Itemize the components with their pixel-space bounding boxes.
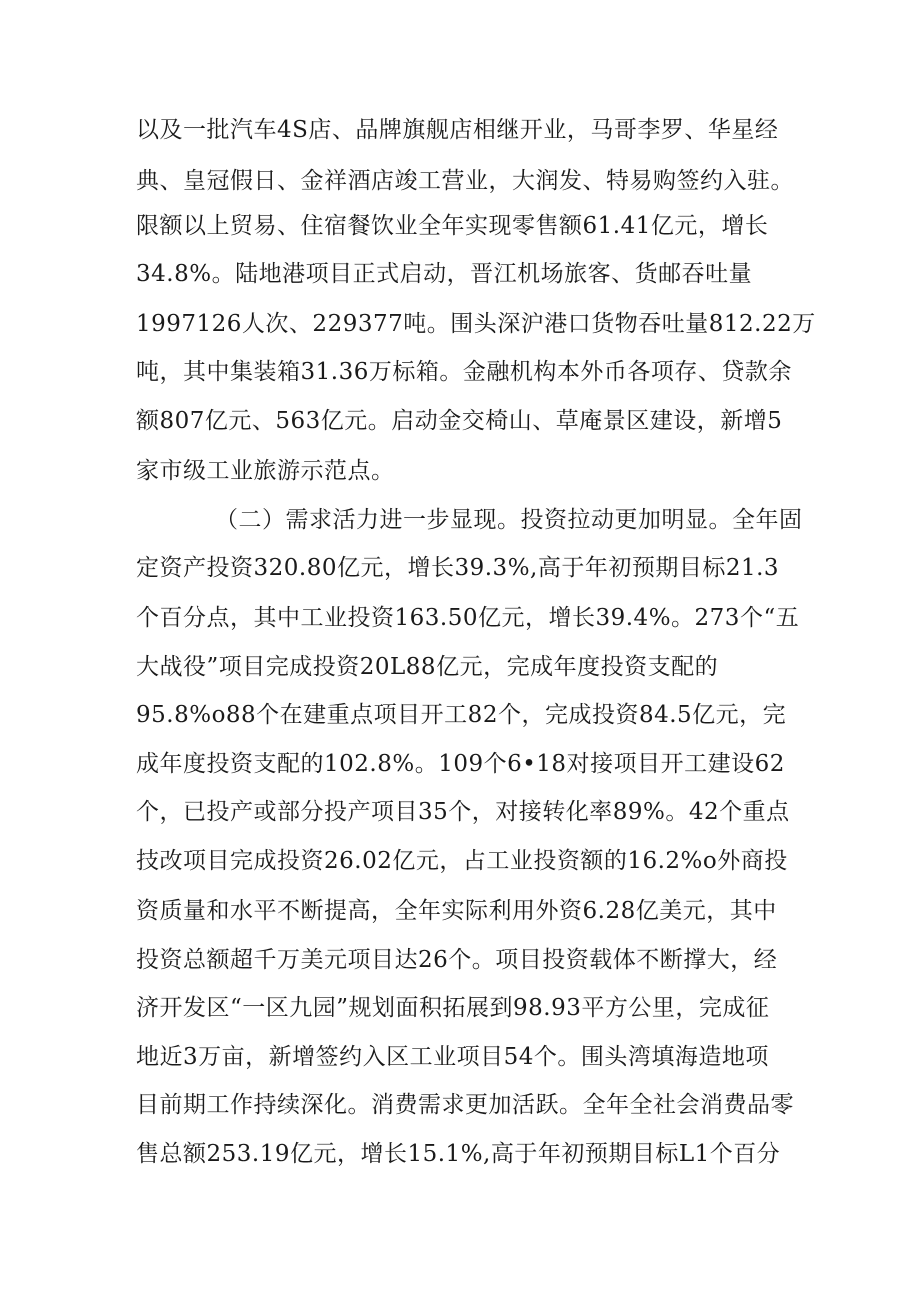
text-line: 以及一批汽车4S店、品牌旗舰店相继开业，马哥李罗、华星经 — [136, 117, 779, 143]
text-line: 投资总额超千万美元项目达26个。项目投资载体不断撑大，经 — [136, 947, 778, 973]
text-line: 济开发区“一区九园”规划面积拓展到98.93平方公里，完成征 — [136, 995, 770, 1021]
section-heading-line: （二）需求活力进一步显现。投资拉动更加明显。全年固 — [215, 507, 803, 533]
text-line: 地近3万亩，新增签约入区工业项目54个。围头湾填海造地项 — [136, 1044, 769, 1070]
text-line: 1997126人次、229377吨。围头深沪港口货物吞吐量812.22万 — [136, 311, 816, 337]
text-line: 个百分点，其中工业投资163.50亿元，增长39.4%。273个“五 — [136, 605, 800, 631]
text-line: 售总额253.19亿元，增长15.1%,高于年初预期目标L1个百分 — [136, 1141, 781, 1167]
text-line: 额807亿元、563亿元。启动金交椅山、草庵景区建设，新增5 — [136, 408, 783, 434]
text-line: 典、皇冠假日、金祥酒店竣工营业，大润发、特易购签约入驻。 — [136, 168, 794, 194]
text-line: 家市级工业旅游示范点。 — [136, 458, 395, 484]
text-line: 成年度投资支配的102.8%。109个6•18对接项目开工建设62 — [136, 751, 785, 777]
text-line: 95.8%o88个在建重点项目开工82个，完成投资84.5亿元，完 — [136, 702, 787, 728]
text-line: 吨，其中集装箱31.36万标箱。金融机构本外币各项存、贷款余 — [136, 359, 792, 385]
text-line: 定资产投资320.80亿元，增长39.3%,高于年初预期目标21.3 — [136, 555, 780, 581]
text-line: 34.8%。陆地港项目正式启动，晋江机场旅客、货邮吞吐量 — [136, 261, 753, 287]
text-line: 目前期工作持续深化。消费需求更加活跃。全年全社会消费品零 — [136, 1092, 794, 1118]
text-line: 大战役”项目完成投资20L88亿元，完成年度投资支配的 — [136, 654, 719, 680]
text-line: 个，已投产或部分投产项目35个，对接转化率89%。42个重点 — [136, 799, 790, 825]
text-line: 限额以上贸易、住宿餐饮业全年实现零售额61.41亿元，增长 — [136, 213, 769, 239]
text-line: 资质量和水平不断提高，全年实际利用外资6.28亿美元，其中 — [136, 898, 777, 924]
text-line: 技改项目完成投资26.02亿元，占工业投资额的16.2%o外商投 — [136, 848, 788, 874]
